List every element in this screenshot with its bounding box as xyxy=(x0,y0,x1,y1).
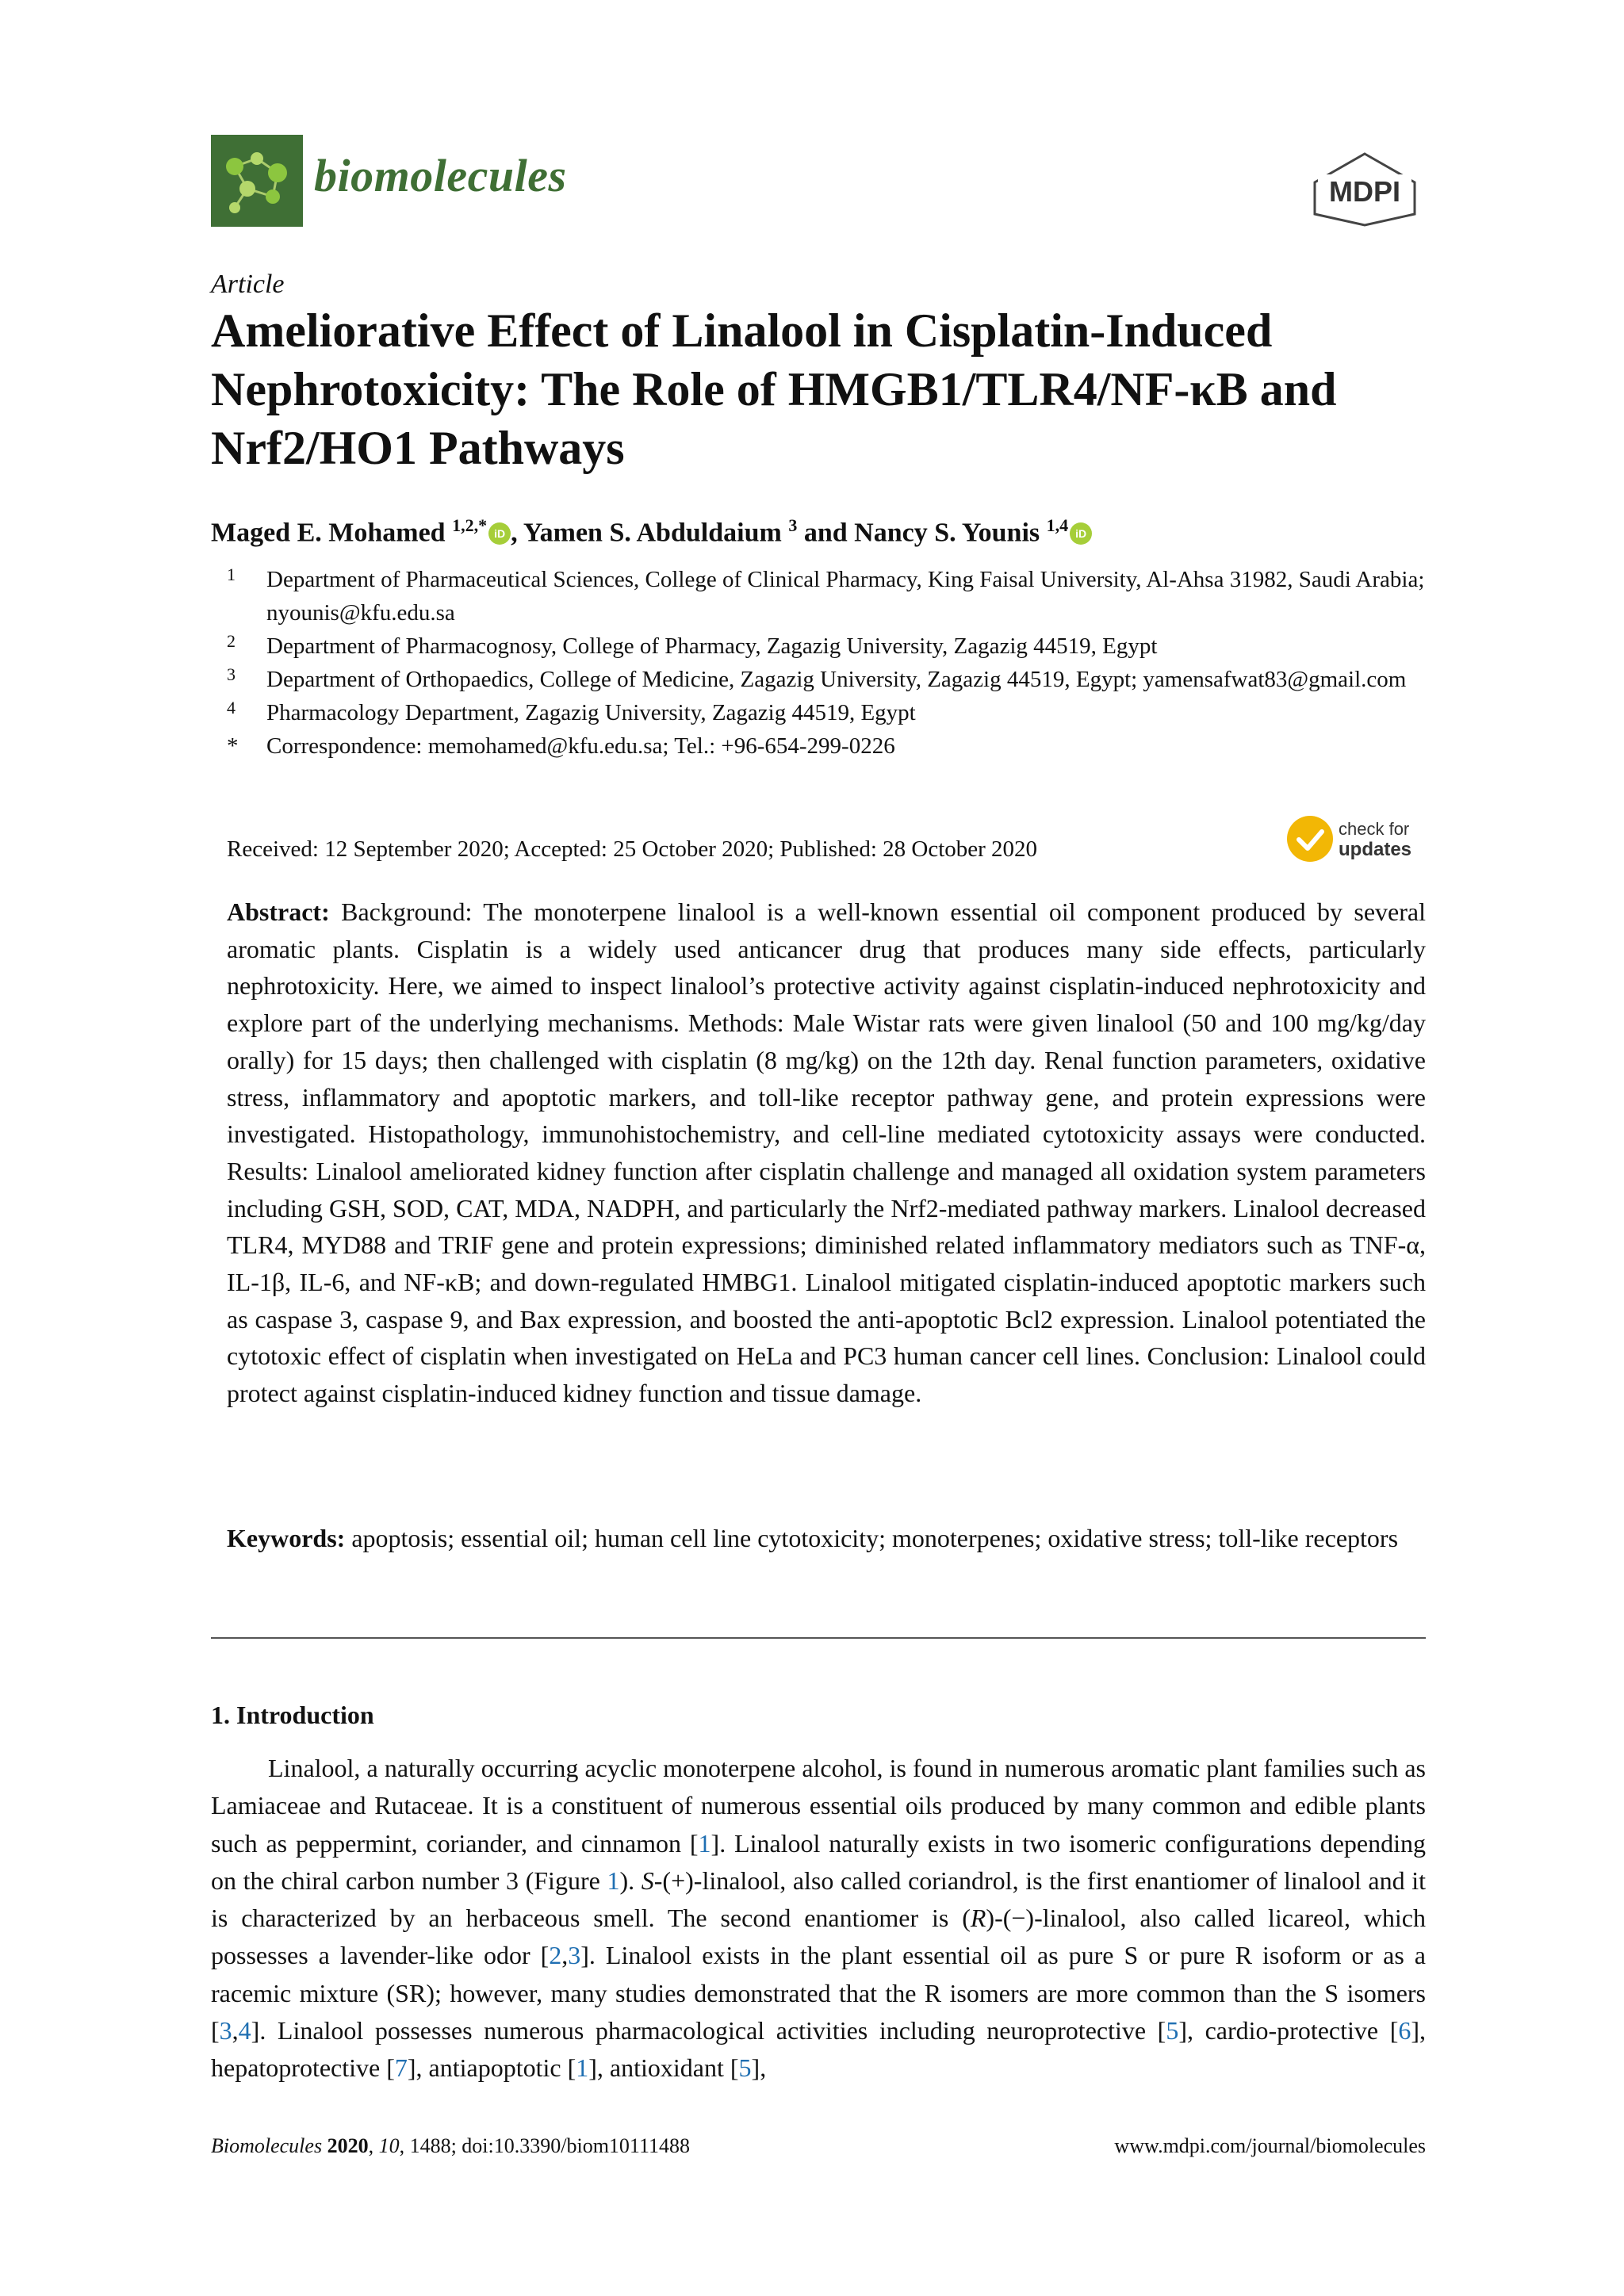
keywords xyxy=(227,1520,1426,1557)
author-name: Nancy S. Younis xyxy=(854,518,1040,548)
citation-link[interactable]: 7 xyxy=(394,2053,408,2083)
footer-citation: Biomolecules 2020, 10, 1488; doi:10.3390/biom10111488 xyxy=(211,2134,690,2157)
citation-link[interactable]: 1 xyxy=(698,1828,711,1858)
affiliation-mark: * xyxy=(227,733,239,759)
author-affiliation-marks: 3 xyxy=(788,515,798,535)
article-type: Article xyxy=(211,270,285,299)
citation-link[interactable]: 6 xyxy=(1398,2016,1411,2045)
affiliation-text: Correspondence: memohamed@kfu.edu.sa; Tel.: +96-654-299-0226 xyxy=(266,733,895,759)
abstract-label: Abstract: xyxy=(227,897,330,926)
affiliation-mark: 3 xyxy=(227,664,236,684)
affiliation-mark: 1 xyxy=(227,564,236,584)
affiliation-item xyxy=(227,729,1448,763)
affiliation-mark: 4 xyxy=(227,698,236,718)
author-affiliation-marks: 1,2,* xyxy=(452,515,488,535)
mdpi-logo-text: MDPI xyxy=(1329,175,1400,208)
citation-link[interactable]: 5 xyxy=(1166,2016,1179,2045)
section-heading: 1. Introduction xyxy=(211,1701,374,1729)
figure-link[interactable]: 1 xyxy=(607,1866,620,1895)
affiliation-text: Department of Pharmaceutical Sciences, College of Clinical Pharmacy, King Faisal University, Al-Ahsa 31982, Saudi Arabia; nyounis@kfu.edu.sa xyxy=(266,567,1425,626)
author-name: Yamen S. Abduldaium xyxy=(523,518,782,548)
journal-logo-icon xyxy=(211,135,303,227)
author-name: Maged E. Mohamed xyxy=(211,518,446,548)
affiliation-item xyxy=(227,663,1448,696)
mdpi-logo-icon xyxy=(1307,151,1423,227)
citation-link[interactable]: 3 xyxy=(219,2016,232,2045)
orcid-icon[interactable]: iD xyxy=(1070,522,1092,545)
paper-title: Ameliorative Effect of Linalool in Cisplatin-Induced Nephrotoxicity: The Role of HMGB1/TLR4/NF-κB and Nrf2/HO1 Pathways xyxy=(211,304,1337,474)
citation-link[interactable]: 4 xyxy=(238,2016,251,2045)
author-separator: and xyxy=(797,518,855,548)
citation-link[interactable]: 2 xyxy=(549,1941,562,1970)
abstract xyxy=(227,894,1426,1412)
introduction-paragraph: Linalool, a naturally occurring acyclic monoterpene alcohol, is found in numerous aromatic plant families such as Lamiaceae and Rutaceae. It is a constituent of numerous essential oils produced by many common and edible plants such as peppermint, coriander, and cinnamon [1]. Linalool naturally exists in two isomeric configurations depending on the chiral carbon number 3 (Figure 1). S-(+)-linalool, also called coriandrol, is the first enantiomer of linalool and it is characterized by an herbaceous smell. The second enantiomer is (R)-(−)-linalool, also called licareol, which possesses a lavender-like odor [2,3]. Linalool exists in the plant essential oil as pure S or pure R isoform or as a racemic mixture (SR); however, many studies demonstrated that the R isomers are more common than the S isomers [3,4]. Linalool possesses numerous pharmacological activities including neuroprotective [5], cardio-protective [6], hepatoprotective [7], antiapoptotic [1], antioxidant [5], xyxy=(211,1754,1427,2083)
affiliation-text: Department of Pharmacognosy, College of Pharmacy, Zagazig University, Zagazig 44519, Egypt xyxy=(266,633,1158,659)
keywords-text: apoptosis; essential oil; human cell line cytotoxicity; monoterpenes; oxidative stress; toll-like receptors xyxy=(351,1524,1399,1552)
affiliation-item xyxy=(227,629,1448,663)
citation-link[interactable]: 5 xyxy=(738,2053,752,2083)
author-line xyxy=(211,515,1092,548)
abstract-text: Background: The monoterpene linalool is a well-known essential oil component produced by several aromatic plants. Cisplatin is a widely used anticancer drug that produces many side effects, particularly nephrotoxicity. Here, we aimed to inspect linalool’s protective activity against cisplatin-induced nephrotoxicity and explore part of the underlying mechanisms. Methods: Male Wistar rats were given linalool (50 and 100 mg/kg/day orally) for 15 days; then challenged with cisplatin (8 mg/kg) on the 12th day. Renal function parameters, oxidative stress, inflammatory and apoptotic markers, and toll-like receptor pathway gene, and protein expressions were investigated. Histopathology, immunohistochemistry, and cell-line mediated cytotoxicity assays were conducted. Results: Linalool ameliorated kidney function after cisplatin challenge and managed all oxidation system parameters including GSH, SOD, CAT, MDA, NADPH, and particularly the Nrf2-mediated pathway markers. Linalool decreased TLR4, MYD88 and TRIF gene and protein expressions; diminished related inflammatory mediators such as TNF-α, IL-1β, IL-6, and NF-κB; and down-regulated HMBG1. Linalool mitigated cisplatin-induced apoptotic markers such as caspase 3, caspase 9, and Bax expression, and boosted the anti-apoptotic Bcl2 expression. Linalool potentiated the cytotoxic effect of cisplatin when investigated on HeLa and PC3 human cancer cell lines. Conclusion: Linalool could protect against cisplatin-induced kidney function and tissue damage. xyxy=(227,897,1427,1408)
orcid-icon[interactable]: iD xyxy=(488,522,511,545)
affiliations xyxy=(227,563,1448,763)
affiliation-item xyxy=(227,563,1448,629)
check-updates-line2: updates xyxy=(1339,839,1412,860)
section-divider xyxy=(211,1637,1426,1639)
affiliation-mark: 2 xyxy=(227,631,236,651)
affiliation-text: Pharmacology Department, Zagazig University, Zagazig 44519, Egypt xyxy=(266,700,916,725)
publication-dates: Received: 12 September 2020; Accepted: 25 October 2020; Published: 28 October 2020 xyxy=(227,836,1038,862)
check-for-updates-button[interactable] xyxy=(1285,813,1427,865)
author-separator: , xyxy=(511,518,523,548)
author-affiliation-marks: 1,4 xyxy=(1046,515,1069,535)
affiliation-item xyxy=(227,696,1448,729)
keywords-label: Keywords: xyxy=(227,1524,346,1552)
check-updates-line1: check for xyxy=(1339,819,1410,839)
journal-name: biomolecules xyxy=(314,150,567,201)
affiliation-text: Department of Orthopaedics, College of Medicine, Zagazig University, Zagazig 44519, Egypt; yamensafwat83@gmail.com xyxy=(266,667,1407,692)
citation-link[interactable]: 1 xyxy=(576,2053,589,2083)
footer-url[interactable]: www.mdpi.com/journal/biomolecules xyxy=(1114,2134,1426,2157)
citation-link[interactable]: 3 xyxy=(568,1941,581,1970)
